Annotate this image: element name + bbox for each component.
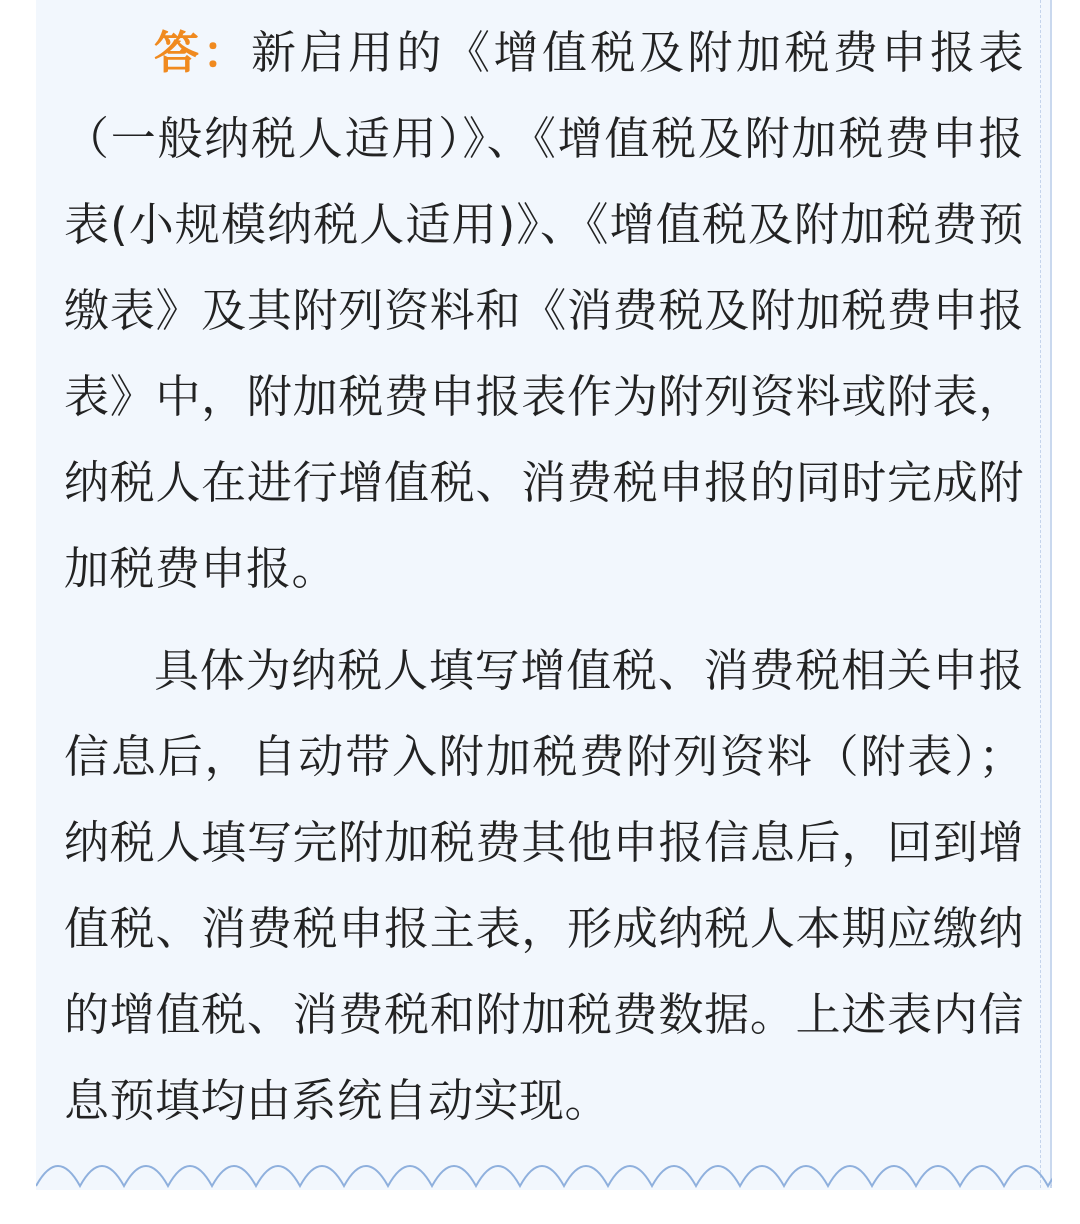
answer-paragraph-2: 具体为纳税人填写增值税、消费税相关申报信息后，自动带入附加税费附列资料（附表）；纳税人填写完附加税费其他申报信息后，回到增值税、消费税申报主表，形成纳税人本期应缴纳的增值税、消费税和附加税费数据。上述表内信息预填均由系统自动实现。 (64, 644, 1024, 1127)
answer-paragraph-1 (64, 10, 1024, 612)
card-right-border (1050, 0, 1052, 1188)
wavy-bottom-border (36, 1160, 1052, 1192)
answer-label: 答： (154, 26, 251, 79)
answer-paragraph-1-text: 新启用的《增值税及附加税费申报表（一般纳税人适用）》、《增值税及附加税费申报表(小规模纳税人适用)》、《增值税及附加税费预缴表》及其附列资料和《消费税及附加税费申报表》中，附加税费申报表作为附列资料或附表，纳税人在进行增值税、消费税申报的同时完成附加税费申报。 (64, 26, 1024, 595)
card-dashed-edge (1040, 0, 1041, 1188)
